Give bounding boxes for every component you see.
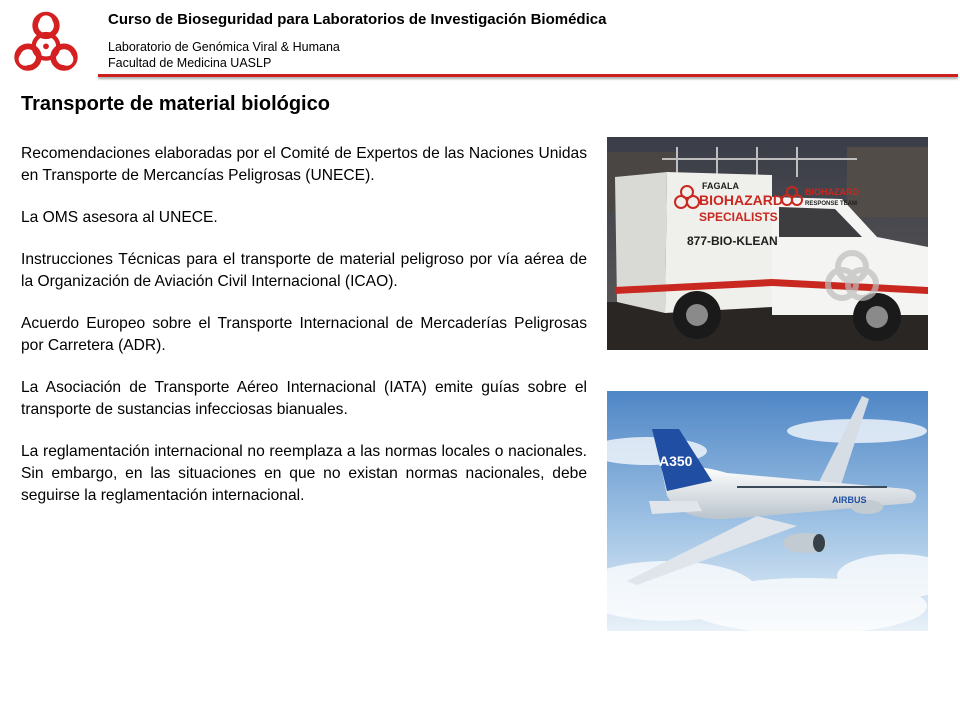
paragraph-adr: Acuerdo Europeo sobre el Transporte Internacional de Mercaderías Peligrosas por Carretera (ADR). bbox=[21, 315, 587, 354]
paragraph-oms: La OMS asesora al UNECE. bbox=[21, 209, 218, 226]
biohazard-truck-photo bbox=[607, 137, 928, 350]
biohazard-icon bbox=[10, 6, 82, 78]
paragraph-unece: Recomendaciones elaboradas por el Comité de Expertos de las Naciones Unidas en Transporte de Mercancías Peligrosas (UNECE). bbox=[21, 145, 587, 184]
truck-box-phone: 877-BIO-KLEAN bbox=[687, 234, 778, 248]
lab-name: Laboratorio de Genómica Viral & Humana bbox=[108, 40, 340, 54]
truck-box-line1: FAGALA bbox=[702, 181, 739, 191]
plane-fuselage-text: AIRBUS bbox=[832, 495, 867, 505]
faculty-name: Facultad de Medicina UASLP bbox=[108, 56, 272, 70]
truck-cab-line1: BIOHAZARD bbox=[805, 187, 859, 197]
paragraph-icao: Instrucciones Técnicas para el transporte de material peligroso por vía aérea de la Organización de Aviación Civil Internacional (ICAO). bbox=[21, 251, 587, 290]
plane-tail-text: A350 bbox=[659, 453, 693, 469]
truck-box-line2: BIOHAZARD bbox=[699, 192, 783, 208]
paragraph-reglamentacion: La reglamentación internacional no reemplaza a las normas locales o nacionales. Sin embargo, en las situaciones en que no existan normas nacionales, debe seguirse la reglamentación internacional. bbox=[21, 443, 587, 504]
header-divider bbox=[98, 74, 958, 77]
course-title: Curso de Bioseguridad para Laboratorios de Investigación Biomédica bbox=[108, 11, 607, 28]
slide-body bbox=[21, 143, 587, 527]
airplane-photo bbox=[607, 391, 928, 631]
truck-box-line3: SPECIALISTS bbox=[699, 210, 778, 224]
slide-title: Transporte de material biológico bbox=[21, 93, 330, 115]
truck-cab-line2: RESPONSE TEAM bbox=[805, 201, 858, 207]
paragraph-iata: La Asociación de Transporte Aéreo Internacional (IATA) emite guías sobre el transporte de sustancias infecciosas bianuales. bbox=[21, 379, 587, 418]
